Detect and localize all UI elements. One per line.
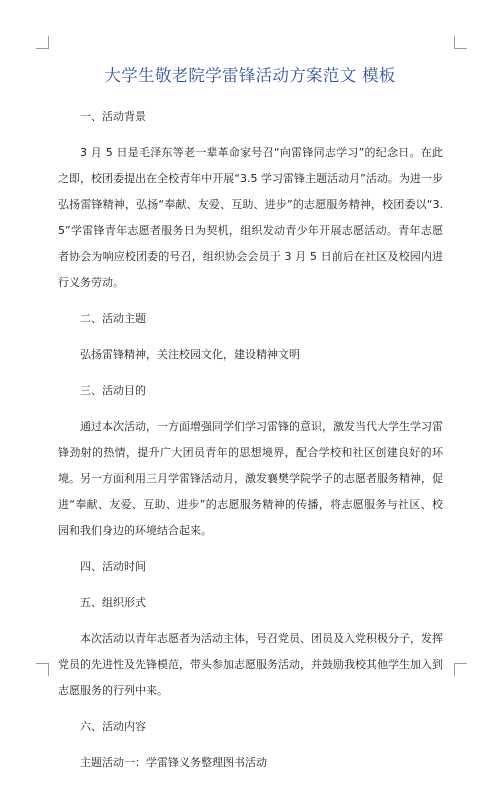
section-heading: 一、活动背景 [80, 110, 146, 123]
section-heading: 四、活动时间 [80, 560, 146, 573]
paragraph: 主题活动一：学雷锋义务整理图书活动 [80, 756, 267, 769]
corner-mark-top-right [454, 36, 467, 49]
section-heading: 五、组织形式 [80, 596, 146, 609]
paragraph: 本次活动以青年志愿者为活动主体，号召党员、团员及入党积极分子，发挥党员的先进性及先锋模范，带头参加志愿服务活动，并鼓励我校其他学生加入到志愿服务的行列中来。 [58, 632, 443, 697]
section-heading: 三、活动目的 [80, 384, 146, 397]
section-heading: 二、活动主题 [80, 312, 146, 325]
document-body [58, 104, 443, 786]
section-heading: 六、活动内容 [80, 720, 146, 733]
document-title: 大学生敬老院学雷锋活动方案范文 模板 [104, 66, 396, 85]
paragraph: 3 月 5 日是毛泽东等老一辈革命家号召“向雷锋同志学习”的纪念日。在此之即，校团委提出在全校青年中开展“3.5 学习雷锋主题活动月”活动。为进一步弘扬雷锋精神，弘扬“奉献、友爱、互助、进步”的志愿服务精神，校团委以“3.5”学雷锋青年志愿者服务日为契机，组织发动青少年开展志愿活动。青年志愿者协会为响应校团委的号召，组织协会会员于 3 月 5 日前后在社区及校园内进行义务劳动。 [58, 146, 443, 289]
corner-mark-bottom-right [454, 663, 467, 676]
paragraph: 通过本次活动，一方面增强同学们学习雷锋的意识，激发当代大学生学习雷锋劲射的热情，提升广大团员青年的思想境界，配合学校和社区创建良好的环境。另一方面利用三月学雷锋活动月，激发襄樊学院学子的志愿者服务精神，促进“奉献、友爱、互助、进步”的志愿服务精神的传播，将志愿服务与社区、校园和我们身边的环境结合起来。 [58, 420, 443, 537]
corner-mark-top-left [36, 36, 49, 49]
corner-mark-bottom-left [36, 663, 49, 676]
paragraph: 弘扬雷锋精神，关注校园文化，建设精神文明 [80, 348, 300, 361]
